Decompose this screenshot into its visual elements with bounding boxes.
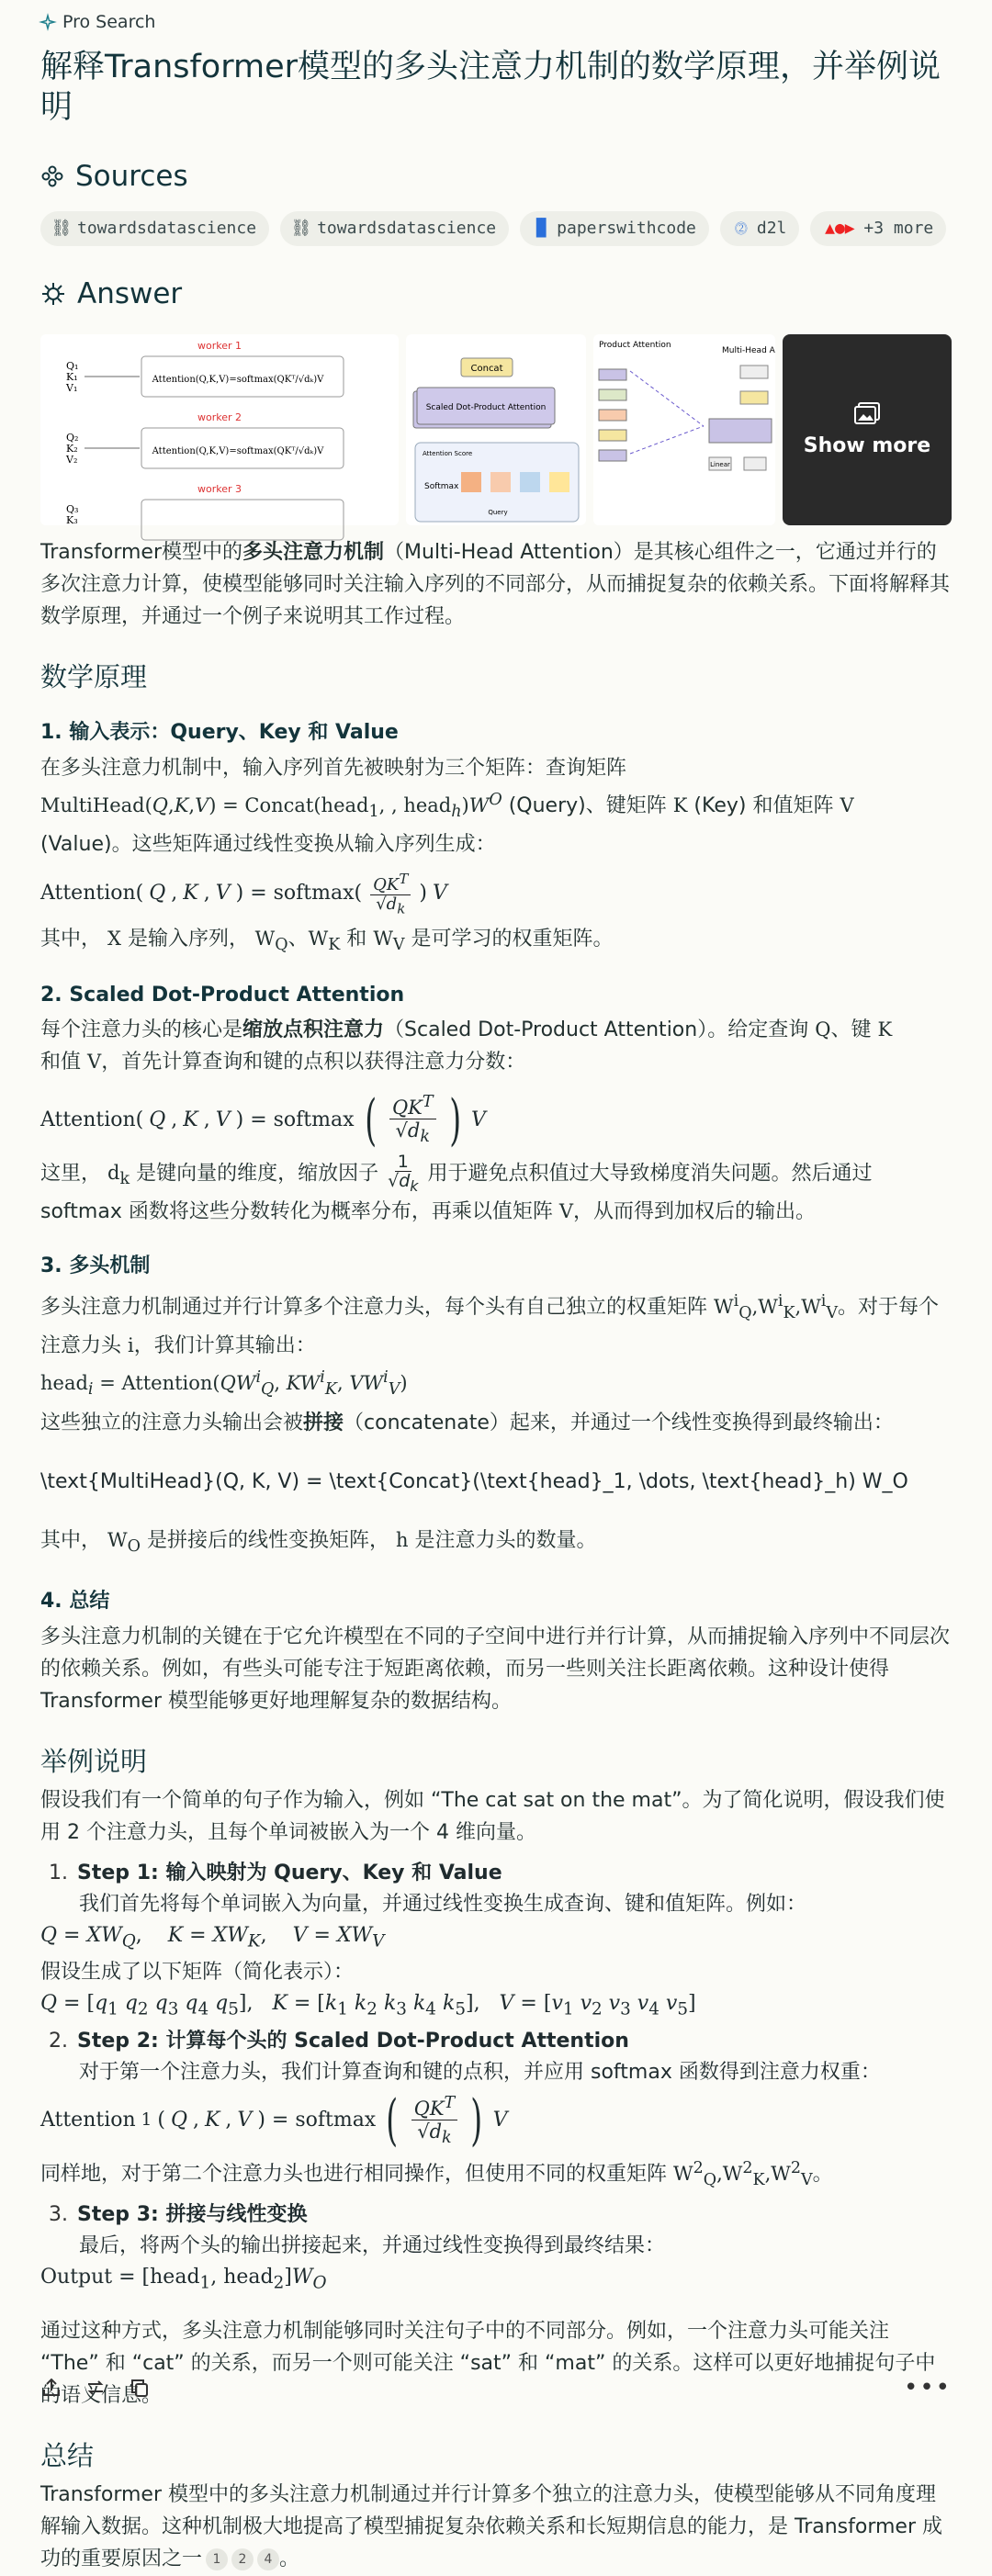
- step-text: 假设生成了以下矩阵（简化表示）：: [40, 1961, 355, 1985]
- section-heading-summary: 总结: [40, 2440, 95, 2472]
- query-label: Query: [488, 508, 508, 516]
- answer-footer: [40, 2371, 952, 2404]
- page-title: 解释Transformer模型的多头注意力机制的数学原理，并举例说明: [40, 49, 941, 126]
- intro-paragraph: [40, 536, 952, 633]
- svg-text:Q₂: Q₂: [66, 431, 79, 444]
- summary-paragraph: [40, 2479, 952, 2575]
- pro-search-label: [40, 9, 952, 35]
- step-item: 2. Step 2: 计算每个头的 Scaled Dot-Product Attention: [49, 2029, 629, 2053]
- paperswithcode-icon: ▐▌: [531, 219, 551, 238]
- citation-badge[interactable]: 4: [257, 2548, 279, 2570]
- link-icon: ⛓: [290, 219, 312, 238]
- step-title: Step 1: 输入映射为 Query、Key 和 Value: [77, 1861, 502, 1884]
- step-item: 1. Step 1: 输入映射为 Query、Key 和 Value: [49, 1861, 502, 1884]
- product-attention-label: Product Attention: [599, 340, 671, 350]
- text-span: 这些独立的注意力头输出会被: [40, 1411, 304, 1434]
- show-more-images-button[interactable]: [783, 334, 952, 525]
- favicons-icon: ▲●▶: [825, 219, 855, 238]
- source-chip[interactable]: [280, 211, 509, 246]
- sources-icon: [40, 164, 64, 188]
- text-span: 。: [279, 2548, 300, 2571]
- text-span: 是可学习的权重矩阵。: [411, 928, 614, 951]
- source-chip[interactable]: [520, 211, 709, 246]
- more-sources-label: +3 more: [863, 219, 934, 238]
- text-span: (Key) 和值矩阵: [693, 793, 834, 817]
- text-span: （concatenate）起来，并通过一个线性变换得到最终输出：: [344, 1411, 894, 1434]
- step-title: Step 2: 计算每个头的 Scaled Dot-Product Attention: [77, 2029, 629, 2053]
- svg-text:K₃: K₃: [66, 513, 78, 526]
- step-text: [40, 1889, 952, 1920]
- sdpa-label: Scaled Dot-Product Attention: [425, 402, 547, 412]
- text-span: 同样地，对于第二个注意力头也进行相同操作，但使用不同的权重矩阵: [40, 2162, 668, 2186]
- text-span: 是键向量的维度，缩放因子: [136, 1162, 379, 1186]
- math-inline: $Q = [q_1$ $q_2$ $q_3$ $q_4$ $q_5$], $K = [k_1$ $k_2$ $k_3$ $k_4$ $k_5$], $V = [v_1$ $v_2$ $v_3$ $v_4$ $v_5$]: [40, 1992, 696, 2019]
- d2l-icon: ⓶: [734, 221, 748, 237]
- text-span: 其中，: [40, 1528, 102, 1552]
- svg-text:Attention(Q,K,V)=softmax(QKᵀ/√: Attention(Q,K,V)=softmax(QKᵀ/√dₖ)V: [152, 374, 324, 385]
- text-span: 是注意力头的数量。: [414, 1528, 597, 1552]
- multihead-label: Multi-Head A: [722, 345, 775, 355]
- math-inline: MultiHead(Q,K,V) = Concat(head$_1$, , $head_h)W^O$: [40, 790, 502, 821]
- paragraph: 在多头注意力机制中，输入序列首先被映射为三个矩阵：查询矩阵 MultiHead(Q,K,V) = Concat(head$_1$, , $head_h)W^O$ (Query)、键矩阵 K (Key) 和值矩阵 V (Value)。这些矩阵通过线性变换从输入序列生成：: [40, 756, 854, 856]
- svg-text:V₂: V₂: [66, 453, 78, 466]
- pro-search-text: Pro Search: [62, 12, 156, 32]
- step-item: 3. Step 3: 拼接与线性变换: [49, 2202, 308, 2226]
- pro-search-icon: [40, 15, 55, 29]
- paragraph: 多头注意力机制通过并行计算多个注意力头，每个头有自己独立的权重矩阵 $W^i_Q,W^i_K,W^i_V$。对于每个注意力头 i，我们计算其输出： head$_i$ = $Attention(QW^i_Q$, $KW^i_K$, $VW^i_V$) 这些独立的注意力头输出会被拼接（concatenate）起来，并通过一个线性变换得到最终输出：: [40, 1292, 940, 1434]
- workers-diagram: [40, 334, 399, 525]
- text-span: Transformer模型中的: [40, 540, 243, 564]
- section-heading-math: 数学原理: [40, 660, 148, 692]
- text-span: 是拼接后的线性变换矩阵，: [146, 1528, 389, 1552]
- source-chip-label: paperswithcode: [557, 219, 696, 238]
- paragraph: 每个注意力头的核心是缩放点积注意力（Scaled Dot-Product Attention）。给定查询 Q、键 K 和值 V，首先计算查询和键的点积以获得注意力分数：: [40, 1018, 893, 1074]
- text-span: 每个注意力头的核心是: [40, 1018, 243, 1042]
- subsection-title: 2. Scaled Dot-Product Attention: [40, 984, 405, 1007]
- svg-text:K₁: K₁: [66, 370, 78, 383]
- svg-text:Q₃: Q₃: [66, 502, 79, 515]
- paragraph: 多头注意力机制的关键在于它允许模型在不同的子空间中进行并行计算，从而捕捉输入序列中不同层次的依赖关系。例如，有些头可能专注于短距离依赖，而另一些则关注长距离依赖。这种设计使得 Transformer 模型能够更好地理解复杂的数据结构。: [40, 1625, 951, 1713]
- worker-label: worker 2: [197, 411, 242, 423]
- svg-text:Q₁: Q₁: [66, 359, 79, 372]
- citation-badge[interactable]: 1: [206, 2548, 228, 2570]
- attention-score-label: Attention Score: [423, 449, 473, 457]
- text-span: 和: [346, 928, 367, 951]
- text-span: (Value)。这些矩阵通过线性变换从输入序列生成：: [40, 832, 496, 856]
- multihead-diagram: [593, 334, 775, 525]
- step-text: 对于第一个注意力头，我们计算查询和键的点积，并应用 softmax 函数得到注意力权重：: [79, 2060, 881, 2084]
- linear-label: Linear: [710, 460, 730, 468]
- source-chip-label: d2l: [756, 219, 787, 238]
- share-icon[interactable]: [40, 2377, 62, 2399]
- paragraph: 通过这种方式，多头注意力机制能够同时关注句子中的不同部分。例如，一个注意力头可能关注 “The” 和 “cat” 的关系，而另一个则可能关注 “sat” 和 “mat” 的关系。这样可以更好地捕捉句子中的语义信息。: [40, 2320, 936, 2408]
- paragraph: 其中， X 是输入序列， $W_Q$、$W_K$ 和 $W_V$ 是可学习的权重矩阵。: [40, 928, 614, 955]
- citation-badge[interactable]: 2: [231, 2548, 254, 2570]
- sdpa-diagram: [406, 334, 586, 525]
- concat-label: Concat: [470, 363, 503, 374]
- text-span: 。: [812, 2162, 833, 2186]
- text-span: ，从而得到加权后的输出。: [573, 1200, 817, 1224]
- bold-term: 缩放点积注意力: [242, 1018, 385, 1042]
- text-span: ，首先计算查询和键的点积以获得注意力分数：: [101, 1051, 526, 1074]
- svg-text:K₂: K₂: [66, 442, 78, 455]
- link-icon: ⛓: [51, 219, 73, 238]
- text-span: 我们首先将每个单词嵌入为向量，并通过线性变换生成查询、键和值矩阵。例如：: [79, 1892, 807, 1916]
- image-thumbnail[interactable]: [40, 334, 399, 525]
- subsection-title: 1. 输入表示：Query、Key 和 Value: [40, 720, 399, 744]
- subsection-title: 4. 总结: [40, 1589, 110, 1613]
- math-inline: Output = [head$_1$, $head_2]W_O$: [40, 2265, 327, 2293]
- step-text: 同样地，对于第二个注意力头也进行相同操作，但使用不同的权重矩阵 $W^2_Q,W^2_K,W^2_V$。: [40, 2158, 833, 2189]
- text-span: 。对于每个注意力头: [40, 1296, 940, 1358]
- bold-term: 多头注意力机制: [242, 540, 385, 564]
- math-inline: $Q = XW_Q$, $K = XW_K$, $V = XW_V$: [40, 1923, 385, 1952]
- rewrite-icon[interactable]: [85, 2377, 107, 2399]
- source-chip-label: towardsdatascience: [317, 219, 497, 238]
- section-heading-example: 举例说明: [40, 1745, 148, 1777]
- step-title: Step 3: 拼接与线性变换: [77, 2202, 308, 2226]
- show-more-label: Show more: [803, 434, 931, 457]
- text-span: 用于避免点积值过大导致梯度消失问题。然后通过 softmax 函数将这些分数转化为概率分布，再乘以值矩阵: [40, 1162, 873, 1224]
- image-strip: [40, 334, 952, 525]
- answer-icon: [40, 281, 66, 307]
- source-chip[interactable]: [40, 211, 269, 246]
- svg-text:V₁: V₁: [66, 381, 78, 394]
- sources-heading: [40, 160, 952, 193]
- math-inline: head$_i$ = $Attention(QW^i_Q$, $KW^i_K$, $VW^i_V$): [40, 1368, 408, 1400]
- image-thumbnail[interactable]: [593, 334, 775, 525]
- text-span: （Multi-Head Attention）是其核心组件之一，它通过并行的多次注意力计算，使模型能够同时关注输入序列的不同部分，从而捕捉复杂的依赖关系。下面将解释其数学原理，并通过一个例子来说明其工作过程。: [40, 540, 951, 628]
- worker-label: worker 1: [197, 339, 242, 352]
- text-span: 在多头注意力机制中，输入序列首先被映射为三个矩阵：查询矩阵: [40, 756, 627, 780]
- image-thumbnail[interactable]: [406, 334, 586, 525]
- math-block: Attention( Q , K , V ) = softmax ( $\frac{QK^T}{√d_k}$ ) V: [40, 1087, 486, 1153]
- text-span: 是输入序列，: [127, 928, 249, 951]
- text-span: (Query)、键矩阵: [508, 793, 667, 817]
- bold-term: 拼接: [303, 1411, 344, 1434]
- math-block: Attention( Q , K , V ) = softmax( $\frac{QK^T}{√d_k}$ ) V: [40, 870, 447, 917]
- copy-icon[interactable]: [129, 2377, 151, 2399]
- text-span: 、键: [830, 1018, 872, 1042]
- text-span: 多头注意力机制通过并行计算多个注意力头，每个头有自己独立的权重矩阵: [40, 1296, 708, 1320]
- math-block: Attention 1 ( Q , K , V ) = softmax ( $\frac{QK^T}{√d_k}$ ) V: [40, 2087, 508, 2153]
- more-sources-chip[interactable]: [810, 211, 946, 246]
- text-span: （Scaled Dot-Product Attention）。给定查询: [384, 1018, 809, 1042]
- paragraph: 其中， $W_O$ 是拼接后的线性变换矩阵， h 是注意力头的数量。: [40, 1528, 597, 1556]
- subsection-title: 3. 多头机制: [40, 1254, 151, 1278]
- paragraph: 这里， $d_k$ 是键向量的维度，缩放因子 $\frac{1}{√d_k}$ 用于避免点积值过大导致梯度消失问题。然后通过 softmax 函数将这些分数转化为概率分布，再乘以值矩阵 V，从而得到加权后的输出。: [40, 1151, 873, 1224]
- source-chips: [40, 211, 952, 246]
- worker-label: worker 3: [197, 482, 242, 495]
- softmax-label: Softmax: [424, 481, 459, 491]
- text-span: Transformer 模型中的多头注意力机制通过并行计算多个独立的注意力头，使模型能够从不同角度理解输入数据。这种机制极大地提高了模型捕捉复杂依赖关系和长短期信息的能力，是 Transformer 成功的重要原因之一: [40, 2483, 942, 2571]
- more-options-icon[interactable]: •••: [903, 2374, 952, 2402]
- images-icon: [853, 401, 881, 425]
- sources-heading-text: Sources: [75, 159, 188, 193]
- raw-latex: \text{MultiHead}(Q, K, V) = \text{Concat}(\text{head}_1, \dots, \text{head}_h) W_O: [40, 1469, 908, 1493]
- text-span: ，我们计算其输出：: [133, 1334, 316, 1358]
- answer-heading: [40, 277, 952, 310]
- step-text: 最后，将两个头的输出拼接起来，并通过线性变换得到最终结果：: [79, 2233, 666, 2257]
- source-chip[interactable]: [720, 211, 800, 246]
- text-span: 和值: [40, 1051, 82, 1074]
- source-chip-label: towardsdatascience: [77, 219, 257, 238]
- text-span: 这里，: [40, 1162, 102, 1186]
- svg-text:Attention(Q,K,V)=softmax(QKᵀ/√: Attention(Q,K,V)=softmax(QKᵀ/√dₖ)V: [152, 445, 324, 456]
- text-span: 其中，: [40, 928, 102, 951]
- answer-heading-text: Answer: [77, 276, 183, 310]
- paragraph: 假设我们有一个简单的句子作为输入，例如 “The cat sat on the mat”。为了简化说明，假设我们使用 2 个注意力头，且每个单词被嵌入为一个 4 维向量。: [40, 1788, 945, 1844]
